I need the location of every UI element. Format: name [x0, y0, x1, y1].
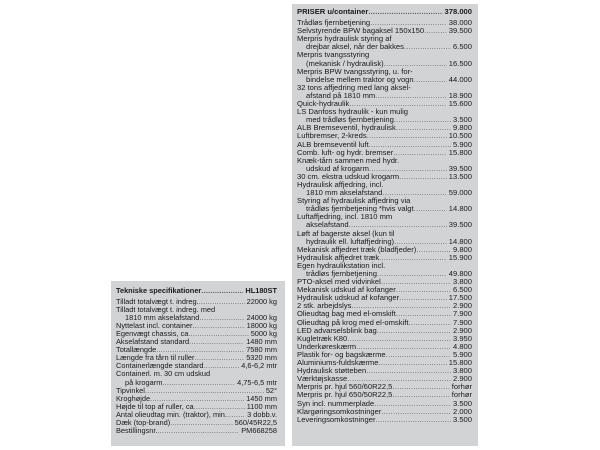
price-row-label: Hydraulisk affjedring, incl.: [297, 180, 384, 189]
spec-row-label-cell: [116, 411, 245, 419]
price-row-value: forhør: [451, 382, 472, 392]
price-row-value: 3.500: [452, 398, 472, 408]
price-row: [297, 343, 472, 351]
price-row-label: Merpris BPW tvangsstyring, u. for-: [297, 67, 413, 76]
price-row-label-cell: [297, 35, 470, 43]
price-row: [297, 27, 472, 35]
price-row-label: LED advarselsblink bag: [297, 326, 377, 335]
price-row-label: 1810 mm akselafstand: [306, 189, 383, 198]
spec-row-label-cell: [116, 370, 275, 378]
price-row-label: Leveringsomkostninger: [297, 415, 376, 424]
price-row-value: 3.800: [452, 277, 472, 287]
price-row-label: hydraulik ell. luftaffjedring): [306, 237, 395, 246]
price-row-label-cell: [297, 310, 451, 318]
spec-panel: [111, 281, 285, 446]
price-row: [297, 230, 472, 238]
price-row-label-cell: [297, 343, 451, 351]
price-row: [297, 310, 472, 318]
price-row-label: Oliеudtag bag med el-omskift: [297, 310, 396, 319]
price-row: [297, 141, 472, 149]
price-row-label: Merpris pr. hjul 650/50R22,5: [297, 391, 393, 400]
spec-row-value: 1480 mm: [246, 337, 277, 347]
price-row-label: 32 tons affjedring med lang aksel-: [297, 83, 411, 92]
spec-row: [116, 379, 277, 387]
price-row-value: 2.000: [452, 406, 472, 416]
price-row-label: 30 cm. ekstra udskud krogarm: [297, 172, 400, 181]
price-row: [297, 173, 472, 181]
price-row-label-cell: [297, 302, 451, 310]
price-row: [297, 262, 472, 270]
spec-row-value: 24000 kg: [246, 313, 277, 323]
spec-row-label-cell: [116, 322, 245, 330]
price-row-label-cell: [297, 19, 447, 27]
price-row: [297, 367, 472, 375]
price-row-label-cell: [297, 92, 447, 100]
spec-row-value: 3 dobb.v.: [247, 409, 277, 419]
price-row-label-cell: [297, 108, 470, 116]
price-row-value: 3.500: [452, 115, 472, 125]
spec-row-label-cell: [116, 403, 245, 411]
price-row-label-cell: [297, 278, 451, 286]
price-row-label: LS Danfoss hydraulik - kun mulig: [297, 108, 409, 117]
price-row-label: Mekanisk udskud af kofanger: [297, 286, 396, 295]
price-row-label-cell: [297, 391, 450, 399]
spec-row-label: Kroghøjde: [116, 394, 151, 403]
price-row-value: 16.500: [448, 58, 472, 68]
price-row: [297, 197, 472, 205]
price-row-label-cell: [297, 375, 451, 383]
price-row: [297, 213, 472, 221]
spec-row-value: 560/45R22,5: [234, 417, 277, 427]
spec-row: [116, 298, 277, 306]
spec-row-label-cell: [116, 395, 244, 403]
spec-row-label-cell: [116, 427, 239, 435]
price-row-label-cell: [297, 286, 451, 294]
price-row-label-cell: [297, 60, 447, 68]
price-row-label: Olieudtag på krog med el-omskift: [297, 318, 409, 327]
price-row-label-cell: [297, 68, 470, 76]
price-row: [297, 189, 472, 197]
price-row-value: 3.800: [452, 366, 472, 376]
price-row-label: Egen hydraulikstation incl.: [297, 261, 386, 270]
price-row: [297, 205, 472, 213]
spec-row-label-cell: [116, 314, 245, 322]
price-row-label-cell: [297, 43, 451, 51]
price-row-value: 17.500: [448, 293, 472, 303]
price-row: [297, 391, 472, 399]
price-row-label: Plastik for- og bagskærme: [297, 350, 386, 359]
spec-row-label-cell: [116, 338, 244, 346]
price-row: [297, 375, 472, 383]
price-row: [297, 286, 472, 294]
price-row-label-cell: [297, 116, 451, 124]
spec-row-label: Højde til top af ruller, ca: [116, 402, 194, 411]
spec-row-value: HL180ST: [245, 286, 277, 295]
price-row-label: PRISER u/container: [297, 8, 369, 16]
price-row-value: 15.600: [448, 99, 472, 109]
price-row-label: trådløs fjernbetjening: [306, 270, 377, 278]
price-row-label-cell: [297, 327, 451, 335]
price-row-label: Knæk-tårn sammen med hydr.: [297, 156, 400, 165]
price-row-label-cell: [297, 84, 470, 92]
spec-row-header: [116, 287, 277, 295]
price-row: [297, 43, 472, 51]
price-row-value: 44.000: [448, 74, 472, 84]
price-row-label-cell: [297, 335, 451, 343]
price-row-label: Comb. luft- og hydr. bremser: [297, 148, 394, 157]
price-list-panel: [292, 4, 478, 446]
price-row-label-cell: [297, 254, 447, 262]
price-row-label: akselafstand: [306, 221, 349, 230]
spec-row-value: 4,75-6,5 mtr: [237, 377, 277, 387]
price-row-label-cell: [297, 157, 470, 165]
price-row-value: 9.800: [452, 244, 472, 254]
price-row: [297, 165, 472, 173]
spec-row-label: Containerlængde standard: [116, 362, 204, 371]
price-row-value: 2.900: [452, 301, 472, 311]
price-row: [297, 408, 472, 416]
price-row-label: Styring af hydraulisk affjedring via: [297, 197, 411, 206]
price-row-label-cell: [297, 270, 447, 278]
spec-row-label: Længde fra tårn til ruller: [116, 354, 195, 363]
price-row-label: Hydraulisk udskud af kofanger: [297, 294, 400, 303]
price-row: [297, 294, 472, 302]
price-row-label: Luftaffjedring, incl. 1810 mm: [297, 213, 393, 222]
spec-row: [116, 370, 277, 378]
price-row-value: 7.900: [452, 317, 472, 327]
spec-row-value: 1450 mm: [246, 393, 277, 403]
price-row-value: 14.800: [448, 204, 472, 214]
price-row-label-cell: [297, 124, 451, 132]
spec-row-label-cell: [116, 298, 245, 306]
price-row-label-cell: [297, 181, 470, 189]
price-row: [297, 359, 472, 367]
price-row-value: 38.000: [448, 18, 472, 28]
spec-row-value: 18000 kg: [246, 321, 277, 331]
price-row: [297, 221, 472, 229]
price-row-label: Merpris tvangsstyring: [297, 51, 370, 60]
price-row-label-cell: [297, 205, 447, 213]
price-row: [297, 51, 472, 59]
price-row-value: 13.500: [448, 171, 472, 181]
price-row-label: afstand på 1810 mm: [306, 91, 376, 100]
price-row: [297, 270, 472, 278]
price-row-value: 5.900: [452, 349, 472, 359]
price-row-label: drejbar aksel, når der bakkes: [306, 43, 404, 52]
price-row-label-cell: [297, 262, 470, 270]
price-row: [297, 124, 472, 132]
price-row: [297, 246, 472, 254]
spec-row-label: Totallængde: [116, 346, 157, 355]
price-row: [297, 416, 472, 424]
price-row-label: ALB Bremseventil, hydraulisk: [297, 124, 396, 133]
price-row: [297, 68, 472, 76]
spec-row: [116, 362, 277, 370]
spec-row-label: Containerl. m. 30 cm udskud: [116, 370, 211, 379]
price-row-label-cell: [297, 416, 451, 424]
price-row-header: [297, 8, 472, 16]
price-row-value: 14.800: [448, 236, 472, 246]
price-row-value: 10.500: [448, 131, 472, 141]
spec-row-label: Tipvinkel: [116, 386, 145, 395]
price-row: [297, 76, 472, 84]
spec-row-label: Tekniske specifikationer: [116, 287, 202, 295]
price-row-label: Kugletræk K80: [297, 334, 348, 343]
price-row: [297, 319, 472, 327]
price-row-label: Quick-hydraulik: [297, 100, 350, 109]
price-row-label-cell: [297, 213, 470, 221]
price-row-label: Hydraulisk affjedret træk: [297, 253, 380, 262]
price-row-label: Selvstyrende BPW bagaksel 150x150: [297, 27, 425, 36]
spec-row-value: 52°: [265, 385, 277, 395]
spec-row-label-cell: [116, 287, 243, 295]
price-row-label-cell: [297, 400, 451, 408]
price-row-label: Aluminiums-fuldskærme: [297, 359, 379, 368]
price-row-value: 15.800: [448, 358, 472, 368]
price-row-label-cell: [297, 76, 447, 84]
price-row-label-cell: [297, 173, 447, 181]
spec-row-label-cell: [116, 387, 264, 395]
price-row-label: Klargøringsomkostninger: [297, 407, 382, 416]
spec-list: [111, 281, 285, 435]
price-row-label-cell: [297, 319, 451, 327]
price-row-label-cell: [297, 100, 447, 108]
price-row-label-cell: [297, 141, 451, 149]
price-row: [297, 60, 472, 68]
price-row-label: Merpris hydraulisk styring af: [297, 35, 392, 44]
price-row-label-cell: [297, 197, 470, 205]
price-row-value: 39.500: [448, 220, 472, 230]
price-row: [297, 84, 472, 92]
price-row-value: 59.000: [448, 188, 472, 198]
price-row: [297, 100, 472, 108]
spec-row-label-cell: [116, 346, 244, 354]
price-row-value: 49.800: [448, 269, 472, 278]
price-row-label-cell: [297, 189, 447, 197]
price-row-label-cell: [297, 8, 443, 16]
spec-row-label: Tilladt totalvægt t. indreg.: [116, 298, 199, 307]
price-row-label-cell: [297, 27, 447, 35]
price-row: [297, 132, 472, 140]
price-row: [297, 92, 472, 100]
spec-row: [116, 427, 277, 435]
price-row-value: 3.500: [452, 414, 472, 424]
price-row: [297, 400, 472, 408]
price-row-value: 6.500: [452, 42, 472, 52]
spec-row-label-cell: [116, 379, 235, 387]
price-row-label-cell: [297, 367, 451, 375]
spec-row-label: Akselafstand standard: [116, 338, 190, 347]
price-row-label-cell: [297, 359, 447, 367]
spec-row-label: Egenvægt chassis, ca: [116, 330, 189, 339]
spec-row-label: Dæk (top-brand): [116, 418, 171, 427]
price-row: [297, 278, 472, 286]
price-row: [297, 351, 472, 359]
spec-row-label-cell: [116, 419, 233, 427]
price-row-value: 7.900: [452, 309, 472, 319]
price-row: [297, 149, 472, 157]
price-row: [297, 302, 472, 310]
spec-row-label: 1810 mm akselafstand: [125, 314, 200, 323]
price-row: [297, 383, 472, 391]
price-row-label-cell: [297, 132, 447, 140]
spec-row-label: Bestillingsnr.: [116, 426, 158, 435]
price-row-label: bindelse mellem traktor og vogn: [306, 75, 414, 84]
price-row-label-cell: [297, 221, 447, 229]
price-row-label: ALB bremseventil luft: [297, 140, 369, 149]
price-row-value: 18.900: [448, 90, 472, 100]
price-row-label: Luftbremser, 2-kreds: [297, 132, 367, 141]
price-row-label-cell: [297, 246, 451, 254]
price-row: [297, 181, 472, 189]
spec-row-value: PM668258: [241, 425, 277, 435]
spec-row-label: Nyttelast incl. container: [116, 322, 193, 331]
price-row-label: Mekanisk affjedret træk (bladfjeder): [297, 245, 417, 254]
price-row-value: 9.800: [452, 123, 472, 133]
price-row-label-cell: [297, 165, 447, 173]
spec-row-label-cell: [116, 330, 249, 338]
price-row-label: trådløs fjernbetjening *hvis valgt: [306, 205, 414, 214]
spec-row-value: 22000 kg: [246, 297, 277, 307]
spec-row-label-cell: [116, 362, 239, 370]
price-row: [297, 327, 472, 335]
price-row-value: 39.500: [448, 26, 472, 36]
price-row-label: Værktøjskasse: [297, 375, 348, 384]
price-row-value: 4.800: [452, 341, 472, 351]
price-row-value: 3.950: [452, 333, 472, 343]
spec-row-label: Tilladt totalvægt t. indreg. med: [116, 306, 216, 315]
spec-row-value: 1100 mm: [246, 401, 277, 411]
spec-row-value: 4,6-6,2 mtr: [241, 361, 277, 371]
price-row-value: 5.900: [452, 139, 472, 149]
price-row-label-cell: [297, 383, 450, 391]
price-row-label: 2 stk. arbejdslys: [297, 302, 352, 311]
price-row: [297, 254, 472, 262]
price-list: [292, 4, 478, 424]
price-row-label-cell: [297, 149, 447, 157]
price-row-value: 2.900: [452, 374, 472, 384]
price-row-value: 15.800: [448, 147, 472, 157]
price-row-label: Underkøreskærm: [297, 342, 357, 351]
price-row-value: 378.000: [444, 7, 472, 16]
price-row-label: (mekanisk / hydraulisk): [306, 59, 384, 68]
price-row-value: 39.500: [448, 163, 472, 173]
spec-row-label: Antal olieudtag min. (traktor), min.: [116, 410, 227, 419]
price-row-label: Merpris pr. hjul 560/60R22,5: [297, 383, 393, 392]
spec-row-value: 5000 kg: [250, 329, 277, 339]
price-row-value: 15.900: [448, 252, 472, 262]
price-row-label-cell: [297, 51, 470, 59]
spec-row-label-cell: [116, 306, 275, 314]
price-row: [297, 238, 472, 246]
price-row-label: Trådløs fjernbetjening: [297, 19, 371, 28]
price-row: [297, 19, 472, 27]
price-row-label: Syn incl. nummerplade: [297, 399, 375, 408]
spec-row-label: på krogarm: [125, 378, 163, 387]
price-row-label: Løft af bagerste aksel (kun til: [297, 229, 395, 238]
price-row-label-cell: [297, 408, 451, 416]
price-row-label: med trådløs fjernbetjening: [306, 116, 394, 125]
spec-row: [116, 387, 277, 395]
price-row: [297, 116, 472, 124]
spec-row: [116, 306, 277, 314]
price-row-value: 6.500: [452, 285, 472, 295]
spec-row-value: 5320 mm: [246, 353, 277, 363]
spec-row-label-cell: [116, 354, 244, 362]
price-row: [297, 157, 472, 165]
price-row-value: 2.900: [452, 325, 472, 335]
price-row-label: Hydraulisk støtteben: [297, 367, 367, 376]
price-row-label-cell: [297, 230, 470, 238]
price-row-label: udskud af krogarm: [306, 164, 369, 173]
price-row: [297, 335, 472, 343]
price-row-label-cell: [297, 294, 447, 302]
price-row: [297, 35, 472, 43]
spec-row-value: 7580 mm: [246, 345, 277, 355]
price-row-label-cell: [297, 351, 451, 359]
price-row-value: forhør: [451, 390, 472, 400]
price-row: [297, 108, 472, 116]
price-row-label: PTO-aksel med vidvinkel: [297, 278, 381, 287]
price-row-label-cell: [297, 238, 447, 246]
